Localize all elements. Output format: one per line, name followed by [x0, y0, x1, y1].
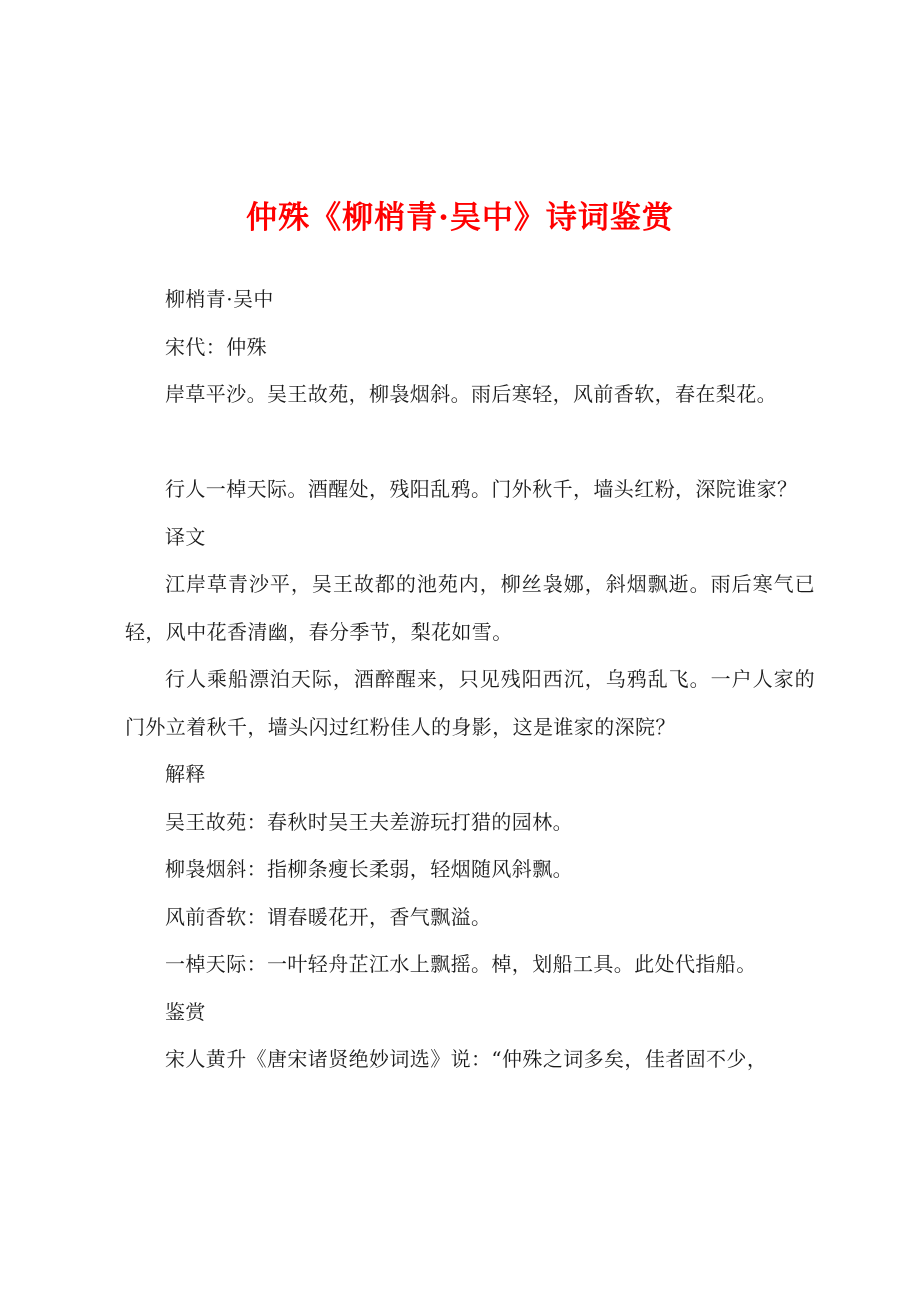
- paragraph-spacer: [125, 419, 815, 467]
- document-body: [125, 276, 815, 1084]
- poem-author: 宋代：仲殊: [165, 334, 267, 359]
- translation-paragraph-1: 江岸草青沙平，吴王故都的池苑内，柳丝袅娜，斜烟飘逝。雨后寒气已轻，风中花香清幽，春分季节，梨花如雪。: [125, 572, 815, 644]
- note-item-1: 吴王故苑：春秋时吴王夫差游玩打猎的园林。: [165, 809, 573, 834]
- appreciation-paragraph-1: 宋人黄升《唐宋诸贤绝妙词选》说：“仲殊之词多矣，佳者固不少，: [165, 1047, 768, 1071]
- note-item-2: 柳袅烟斜：指柳条瘦长柔弱，轻烟随风斜飘。: [165, 857, 573, 881]
- poem-title: 柳梢青·吴中: [165, 287, 274, 311]
- translation-paragraph-2: 行人乘船漂泊天际，酒醉醒来，只见残阳西沉，乌鸦乱飞。一户人家的门外立着秋千，墙头闪过红粉佳人的身影，这是谁家的深院？: [125, 667, 815, 739]
- note-item-4: 一棹天际：一叶轻舟芷江水上飘摇。棹，划船工具。此处代指船。: [165, 952, 757, 976]
- page-title: 仲殊《柳梢青·吴中》诗词鉴赏: [246, 200, 674, 236]
- poem-stanza-1: 岸草平沙。吴王故苑，柳袅烟斜。雨后寒轻，风前香软，春在梨花。: [165, 382, 777, 406]
- section-heading-appreciation: 鉴赏: [165, 999, 206, 1024]
- section-heading-translation: 译文: [165, 524, 206, 549]
- poem-stanza-2: 行人一棹天际。酒醒处，残阳乱鸦。门外秋千，墙头红粉，深院谁家？: [165, 477, 798, 501]
- section-heading-notes: 解释: [165, 762, 206, 786]
- note-item-3: 风前香软：谓春暖花开，香气飘溢。: [165, 904, 492, 929]
